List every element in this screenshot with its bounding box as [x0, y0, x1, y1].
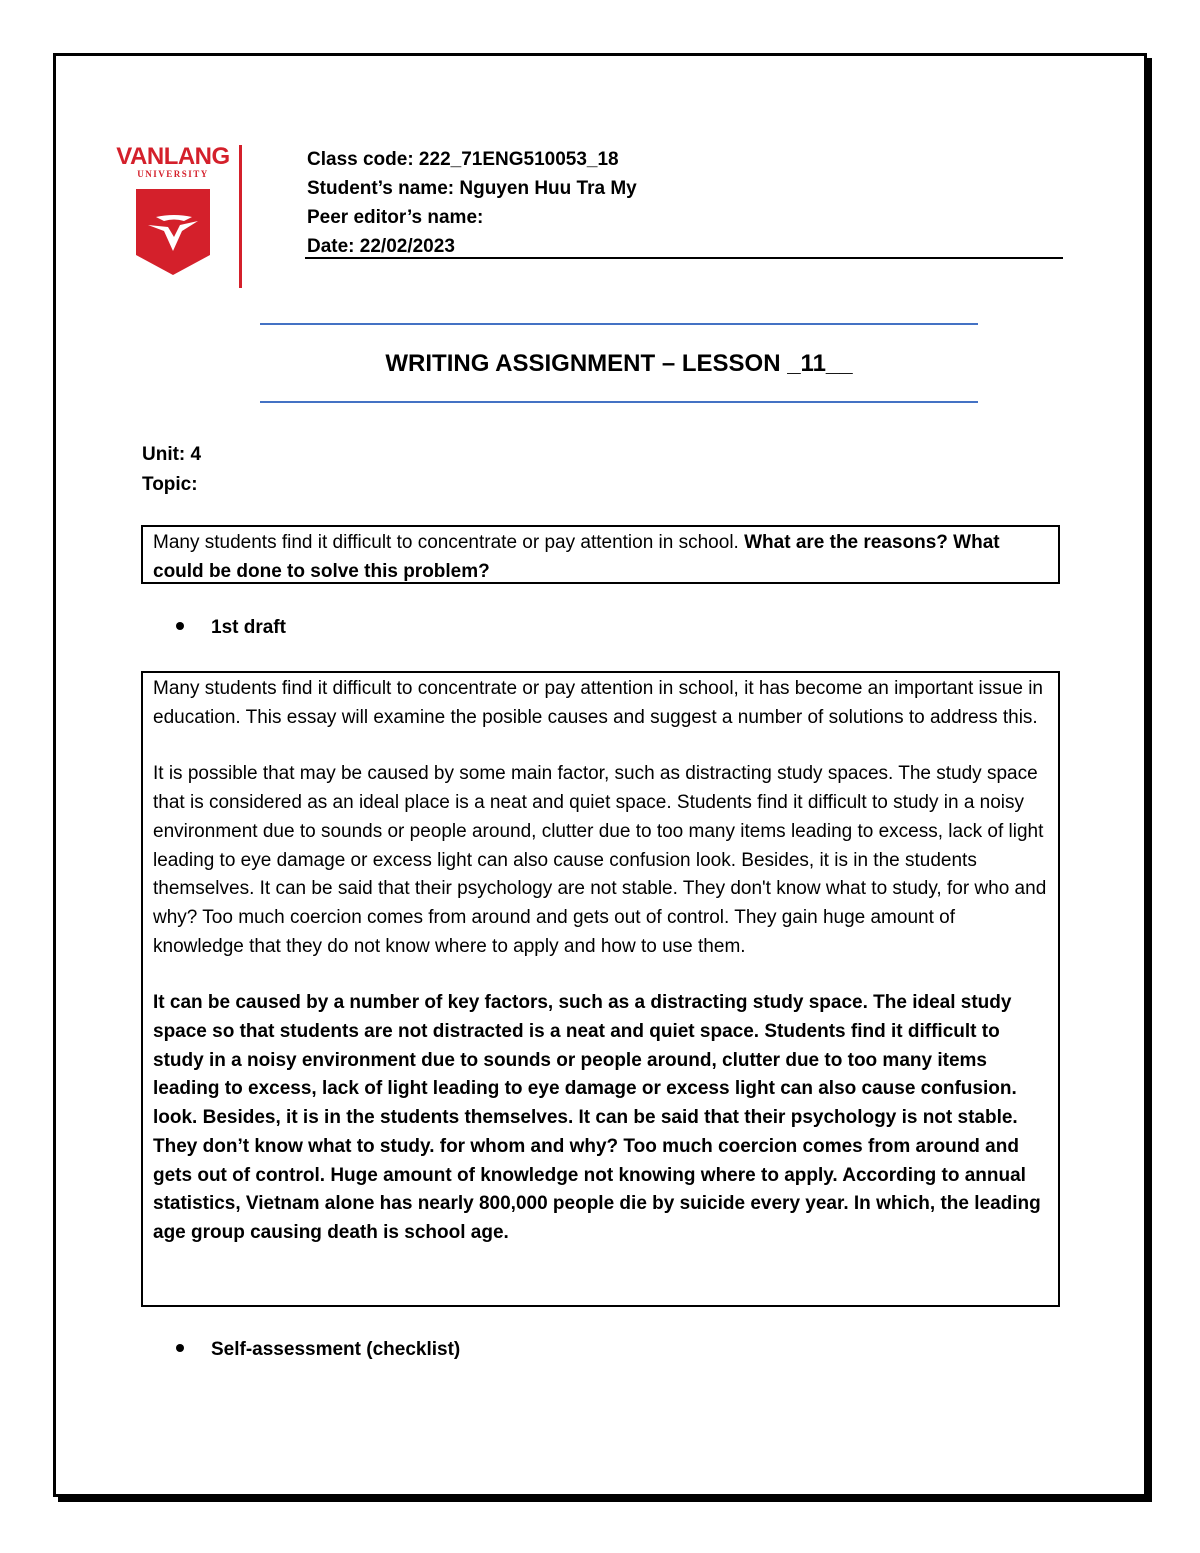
university-logo	[112, 145, 234, 179]
draft-label: 1st draft	[211, 617, 286, 638]
draft-bullet	[176, 617, 286, 639]
logo-divider	[239, 145, 242, 288]
essay-paragraph-1: Many students find it difficult to concentrate or pay attention in school, it has become an important issue in education. This essay will examine the posible causes and suggest a number of solutions to address this.	[153, 678, 1043, 728]
title-rule-top	[260, 323, 978, 325]
bullet-icon	[176, 1344, 184, 1352]
header-info	[307, 145, 1063, 261]
unit-label: Unit: 4	[142, 444, 202, 465]
header-rule	[305, 257, 1063, 259]
essay-paragraph-3: It can be caused by a number of key factors, such as a distracting study space. The ideal study space so that students are not distracted is a neat and quiet space. Students find it difficult to study in a noisy environment due to sounds or people around, clutter due to too many items leading to excess, lack of light leading to eye damage or excess light can also cause confusion. look. Besides, it is in the students themselves. It can be said that their psychology is not stable. They don’t know what to study. for whom and why? Too much coercion comes from around and gets out of control. Huge amount of knowledge not knowing where to apply. According to annual statistics, Vietnam alone has nearly 800,000 people die by suicide every year. In which, the leading age group causing death is school age.	[153, 992, 1041, 1243]
self-assessment-label: Self-assessment (checklist)	[211, 1339, 461, 1360]
peer-editor-name: Peer editor’s name:	[307, 207, 484, 228]
prompt-box	[141, 525, 1060, 584]
essay-paragraph-2: It is possible that may be caused by some main factor, such as distracting study spaces. The study space that is considered as an ideal place is a neat and quiet space. Students find it difficult to study in a noisy environment due to sounds or people around, clutter due to too many items leading to excess, lack of light leading to eye damage or excess light can also cause confusion look. Besides, it is in the students themselves. It can be said that their psychology are not stable. They don't know what to study, for who and why? Too much coercion comes from around and gets out of control. They gain huge amount of knowledge that they do not know where to apply and how to use them.	[153, 763, 1047, 957]
shield-icon	[134, 187, 212, 277]
bullet-icon	[176, 622, 184, 630]
assignment-title: WRITING ASSIGNMENT – LESSON _11__	[385, 350, 853, 377]
essay-box	[141, 671, 1060, 1307]
prompt-text: Many students find it difficult to concentrate or pay attention in school.	[153, 532, 745, 553]
class-code: Class code: 222_71ENG510053_18	[307, 149, 619, 170]
title-rule-bottom	[260, 401, 978, 403]
logo-subtitle: UNIVERSITY	[137, 169, 209, 179]
logo-name: VANLANG	[116, 143, 230, 170]
student-name: Student’s name: Nguyen Huu Tra My	[307, 178, 637, 199]
date: Date: 22/02/2023	[307, 236, 455, 257]
topic-label: Topic:	[142, 474, 198, 495]
unit-topic	[142, 440, 201, 500]
self-assessment-bullet	[176, 1339, 460, 1361]
prompt-question: What are the reasons? What could be done to solve this problem?	[153, 532, 1000, 582]
